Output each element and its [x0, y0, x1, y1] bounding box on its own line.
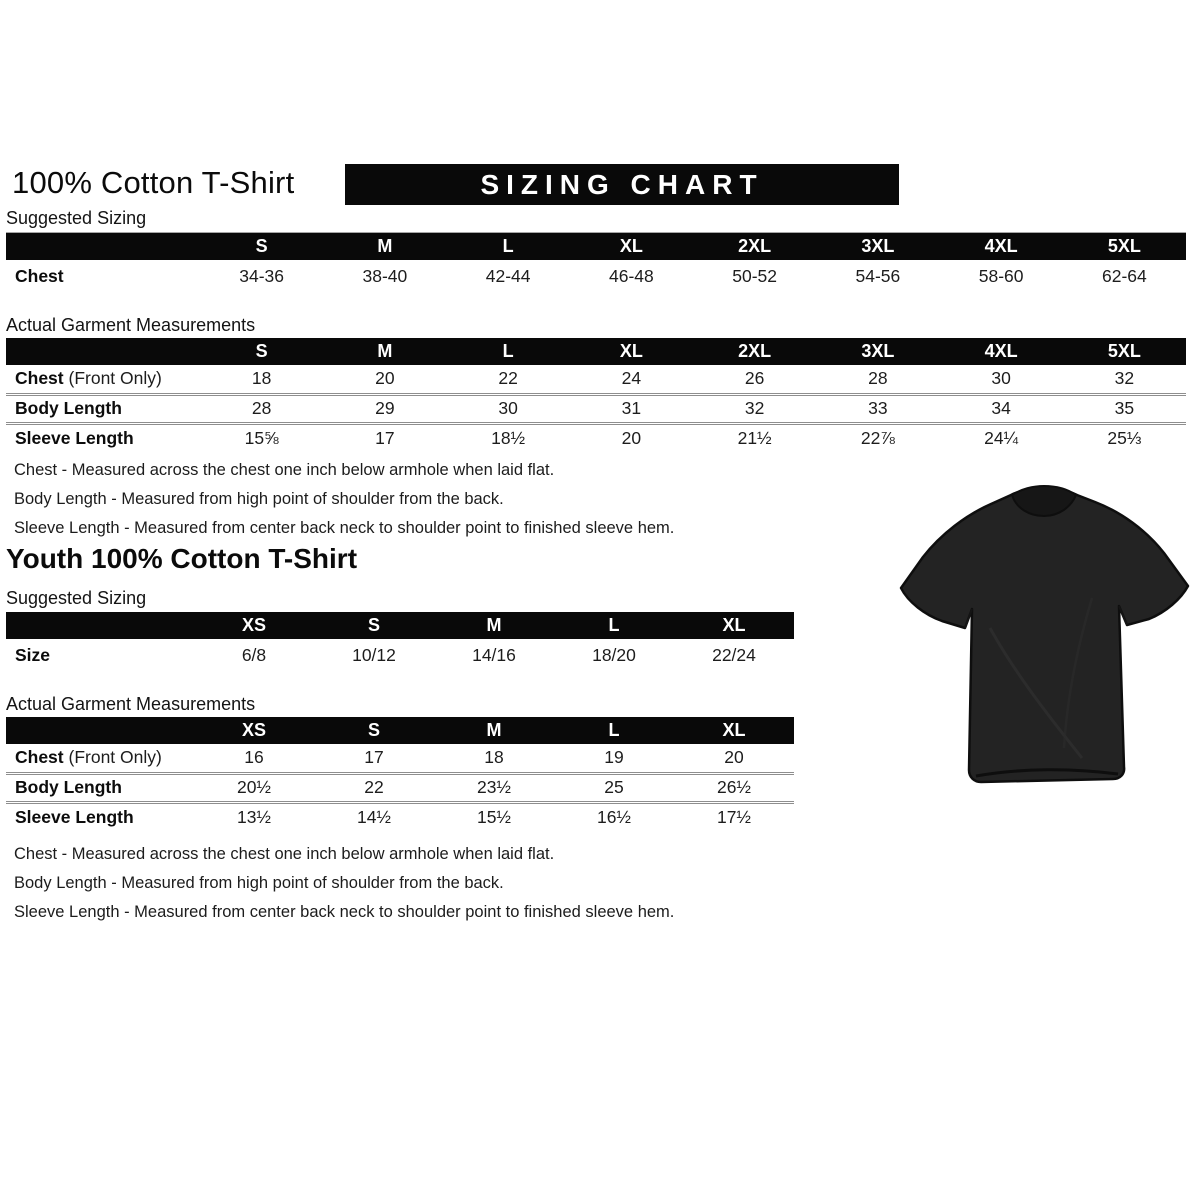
measurement-value: 30	[498, 398, 518, 418]
youth-suggested-sizing-caption: Suggested Sizing	[6, 588, 794, 614]
measurement-value: 20	[621, 427, 642, 448]
size-column-header: XL	[570, 233, 693, 260]
youth-suggested-sizing-table	[6, 612, 794, 672]
measurement-value: 15½	[476, 806, 512, 827]
measurement-value: 35	[1114, 398, 1135, 418]
row-label: Size	[15, 645, 51, 665]
measurement-value: 42-44	[485, 266, 531, 286]
measurement-value: 25	[604, 777, 624, 797]
note-line: Chest - Measured across the chest one inch below armhole when laid flat.	[14, 845, 555, 863]
size-column-header: 5XL	[1063, 233, 1186, 260]
size-header-row	[6, 717, 794, 744]
row-label: Chest	[15, 266, 64, 286]
youth-measurement-notes	[14, 840, 674, 927]
measurement-value: 23½	[476, 777, 512, 797]
measurement-value: 24	[621, 368, 642, 389]
measurement-row	[6, 260, 1186, 293]
measurement-value: 58-60	[978, 266, 1024, 286]
row-label: Chest (Front Only)	[15, 368, 162, 389]
measurement-value: 26	[744, 368, 765, 389]
measurement-value: 18/20	[592, 645, 636, 665]
size-column-header: XL	[570, 338, 693, 365]
black-tshirt-image	[892, 478, 1195, 808]
size-column-header: 5XL	[1063, 338, 1186, 365]
sizing-chart-banner-label: SIZING CHART	[480, 168, 764, 200]
measurement-row	[6, 365, 1186, 394]
measurement-value: 6/8	[241, 645, 267, 665]
measurement-value: 22⅞	[860, 427, 895, 448]
row-label: Chest (Front Only)	[15, 747, 162, 768]
size-column-header: L	[447, 338, 570, 365]
measurement-value: 31	[621, 398, 642, 418]
measurement-row	[6, 423, 1186, 452]
size-column-header: XS	[194, 717, 314, 744]
measurement-value: 13½	[236, 806, 272, 827]
size-column-header: 4XL	[940, 338, 1063, 365]
header-corner-cell	[6, 717, 194, 744]
measurement-value: 50-52	[732, 266, 777, 286]
youth-section-title: Youth 100% Cotton T-Shirt	[6, 543, 358, 574]
measurement-value: 18½	[491, 427, 526, 448]
measurement-value: 19	[604, 747, 624, 768]
header-corner-cell	[6, 233, 200, 260]
measurement-value: 22	[498, 368, 518, 389]
sizing-chart-banner	[345, 164, 899, 205]
size-column-header: 4XL	[940, 233, 1063, 260]
adult-suggested-sizing-caption: Suggested Sizing	[6, 208, 1186, 234]
measurement-value: 22/24	[712, 645, 756, 665]
note-line: Sleeve Length - Measured from center back neck to shoulder point to finished sleeve hem.	[14, 519, 675, 537]
measurement-value: 29	[375, 398, 395, 418]
measurement-value: 22	[364, 777, 384, 797]
measurement-value: 34-36	[239, 266, 284, 286]
size-header-row	[6, 233, 1186, 260]
measurement-value: 20½	[236, 777, 272, 797]
measurement-value: 16	[244, 747, 264, 768]
size-column-header: L	[447, 233, 570, 260]
size-column-header: 3XL	[816, 233, 939, 260]
row-label: Sleeve Length	[15, 427, 134, 448]
size-column-header: M	[434, 717, 554, 744]
measurement-value: 18	[484, 747, 504, 768]
youth-garment-measurements-table	[6, 717, 794, 831]
note-line: Chest - Measured across the chest one inch below armhole when laid flat.	[14, 461, 555, 479]
size-column-header: M	[323, 233, 446, 260]
size-column-header: S	[200, 233, 323, 260]
size-column-header: S	[314, 717, 434, 744]
measurement-row	[6, 773, 794, 802]
size-column-header: 3XL	[816, 338, 939, 365]
adult-measurement-notes	[14, 456, 674, 543]
measurement-value: 10/12	[352, 645, 396, 665]
size-column-header: 2XL	[693, 233, 816, 260]
measurement-value: 20	[724, 747, 744, 768]
measurement-value: 26½	[716, 777, 752, 797]
size-column-header: L	[554, 612, 674, 639]
size-column-header: M	[323, 338, 446, 365]
measurement-value: 30	[991, 368, 1011, 389]
page-title: 100% Cotton T-Shirt	[12, 165, 295, 200]
measurement-value: 14/16	[472, 645, 516, 665]
size-column-header: S	[200, 338, 323, 365]
measurement-value: 14½	[356, 806, 392, 827]
measurement-value: 18	[251, 368, 272, 389]
measurement-value: 33	[868, 398, 888, 418]
size-column-header: XS	[194, 612, 314, 639]
measurement-value: 16½	[596, 806, 632, 827]
adult-garment-measurements-table	[6, 338, 1186, 452]
measurement-value: 28	[868, 368, 888, 389]
measurement-value: 17	[375, 427, 395, 448]
measurement-value: 34	[991, 398, 1011, 418]
note-line: Body Length - Measured from high point of shoulder from the back.	[14, 874, 504, 892]
measurement-row	[6, 394, 1186, 423]
measurement-value: 38-40	[362, 266, 408, 286]
measurement-value: 24¼	[984, 427, 1019, 448]
measurement-value: 32	[1114, 368, 1135, 389]
measurement-value: 28	[251, 398, 272, 418]
measurement-row	[6, 744, 794, 773]
size-column-header: 2XL	[693, 338, 816, 365]
size-column-header: XL	[674, 612, 794, 639]
measurement-value: 46-48	[608, 266, 654, 286]
measurement-value: 62-64	[1101, 266, 1147, 286]
adult-suggested-sizing-table	[6, 233, 1186, 293]
measurement-value: 17½	[716, 806, 752, 827]
measurement-value: 21½	[737, 427, 772, 448]
size-column-header: M	[434, 612, 554, 639]
header-corner-cell	[6, 338, 200, 365]
measurement-value: 54-56	[855, 266, 901, 286]
size-column-header: XL	[674, 717, 794, 744]
measurement-value: 32	[744, 398, 765, 418]
size-header-row	[6, 338, 1186, 365]
size-header-row	[6, 612, 794, 639]
note-line: Sleeve Length - Measured from center back neck to shoulder point to finished sleeve hem.	[14, 903, 675, 921]
size-column-header: L	[554, 717, 674, 744]
measurement-value: 17	[364, 747, 384, 768]
measurement-value: 20	[375, 368, 395, 389]
header-corner-cell	[6, 612, 194, 639]
size-column-header: S	[314, 612, 434, 639]
row-label: Sleeve Length	[15, 806, 134, 827]
youth-garment-measurements-caption: Actual Garment Measurements	[6, 694, 794, 720]
tshirt-graphic	[892, 478, 1195, 808]
adult-garment-measurements-caption: Actual Garment Measurements	[6, 315, 1186, 341]
row-label: Body Length	[15, 777, 122, 797]
row-label: Body Length	[15, 398, 122, 418]
note-line: Body Length - Measured from high point of shoulder from the back.	[14, 490, 504, 508]
measurement-value: 15⅝	[244, 427, 279, 448]
measurement-row	[6, 639, 794, 672]
measurement-value: 25⅓	[1107, 427, 1142, 448]
measurement-row	[6, 802, 794, 831]
